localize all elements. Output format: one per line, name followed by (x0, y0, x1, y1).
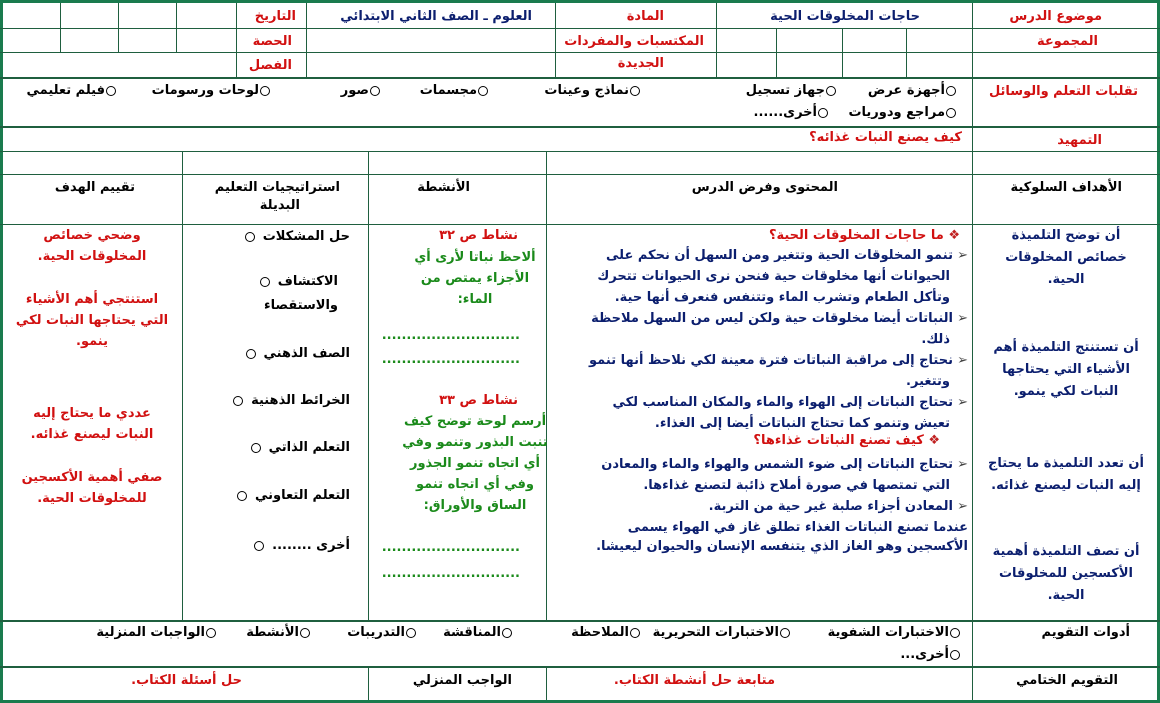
col-strategies-1: استراتيجيات التعليم (214, 180, 340, 195)
content-line-text: وتأكل الطعام وتشرب الماء وتتنفس فنعرف أنها حية. (614, 290, 950, 305)
arrow-bullet-icon: ➢ (952, 457, 968, 472)
radio-circle-icon[interactable] (946, 86, 956, 96)
strategy-item[interactable] (253, 538, 350, 554)
evaluation-line: النبات ليصنع غذائه. (30, 427, 154, 442)
grid-line-h (0, 224, 1160, 225)
radio-option[interactable] (653, 625, 790, 641)
content-heading-1 (769, 228, 960, 244)
strategy-label: التعلم الذاتي (268, 440, 350, 455)
objective-line: الحية. (1047, 588, 1085, 603)
grid-line-v (972, 620, 973, 666)
grid-line-h (0, 52, 306, 53)
content-line (597, 269, 950, 285)
strategy-item[interactable] (244, 229, 350, 245)
col-objectives: الأهداف السلوكية (1010, 180, 1122, 195)
content-line-text: تنمو المخلوقات الحية وتتغير ومن السهل أن نحكم على (605, 248, 953, 263)
grid-line-v (842, 28, 843, 77)
strategy-label: التعلم التعاوني (255, 488, 350, 503)
strategy-item[interactable] (250, 440, 350, 456)
radio-option[interactable] (246, 625, 310, 641)
lesson-topic-label: موضوع الدرس (1009, 9, 1102, 24)
grid-line-v (716, 3, 717, 77)
grid-line-v (546, 666, 547, 700)
radio-circle-icon[interactable] (206, 628, 216, 638)
objective-line: الأكسجين للمخلوقات (998, 566, 1133, 581)
homework-label: الواجب المنزلي (412, 673, 512, 688)
content-line-text: تحتاج النباتات إلى ضوء الشمس والهواء والماء والمعادن (601, 457, 953, 472)
radio-circle-icon[interactable] (950, 650, 960, 660)
group-label: المجموعة (1036, 34, 1098, 49)
radio-option[interactable] (347, 625, 416, 641)
radio-circle-icon[interactable] (246, 349, 256, 359)
radio-circle-icon[interactable] (106, 86, 116, 96)
diamond-bullet-icon: ❖ (923, 433, 940, 448)
lesson-topic-value: حاجات المخلوقات الحية (770, 9, 920, 24)
grid-line-h (0, 28, 1160, 29)
evaluation-line: عددي ما يحتاج إليه (33, 406, 151, 421)
date-label: التاريخ (254, 9, 296, 24)
radio-option-label: أجهزة عرض (867, 83, 945, 98)
radio-option-label: فيلم تعليمي (26, 83, 105, 98)
strategy-item[interactable] (259, 274, 338, 290)
radio-option[interactable] (152, 83, 270, 99)
activity-1-line: الماء: (457, 292, 493, 307)
content-line (655, 416, 950, 432)
objective-line: إليه النبات ليصنع غذائه. (991, 478, 1141, 493)
homework-value: حل أسئلة الكتاب. (131, 673, 242, 688)
radio-option-label: المناقشة (443, 625, 501, 640)
final-label: التقويم الختامي (1016, 673, 1118, 688)
heading-text: ما حاجات المخلوقات الحية؟ (768, 228, 944, 243)
col-strategies-2: البديلة (259, 198, 300, 213)
col-evaluation: تقييم الهدف (54, 180, 135, 195)
radio-option-label: الاختبارات الشفوية (827, 625, 949, 640)
radio-option[interactable] (754, 105, 828, 121)
grid-line-h (0, 666, 1160, 668)
radio-circle-icon[interactable] (950, 628, 960, 638)
grid-line-v (182, 151, 183, 620)
grid-line-v (546, 151, 547, 620)
radio-option[interactable] (420, 83, 488, 99)
grid-line-v (60, 3, 61, 52)
strategy-label: حل المشكلات (262, 229, 350, 244)
strategy-item (264, 298, 338, 314)
diamond-bullet-icon: ❖ (943, 228, 960, 243)
evaluation-line: وضحي خصائص (43, 228, 141, 243)
content-line-text: النباتات أيضا مخلوقات حية ولكن ليس من السهل ملاحظة (591, 311, 953, 326)
activity-1-line: ألاحظ نباتا لأرى أي (414, 250, 536, 265)
resources-label: تقلبات التعلم والوسائل (988, 84, 1138, 99)
activity-2-title: نشاط ص ٣٣ (439, 393, 518, 408)
grid-line-h (0, 151, 1160, 152)
objective-line: النبات لكي ينمو. (1013, 384, 1119, 399)
radio-circle-icon[interactable] (245, 232, 255, 242)
grid-line-v (118, 3, 119, 52)
radio-circle-icon[interactable] (502, 628, 512, 638)
subject-value: العلوم ـ الصف الثاني الابتدائي (340, 9, 532, 24)
radio-circle-icon[interactable] (946, 108, 956, 118)
radio-circle-icon[interactable] (251, 443, 261, 453)
strategy-label: الاكتشاف (277, 274, 338, 289)
radio-option[interactable] (96, 625, 216, 641)
vocab-label-2: الجديدة (617, 56, 664, 71)
radio-option-label: الواجبات المنزلية (96, 625, 205, 640)
radio-option[interactable] (848, 105, 956, 121)
vocab-label-1: المكتسبات والمفردات (564, 34, 704, 49)
objective-line: خصائص المخلوقات (1005, 250, 1127, 265)
grid-line-v (972, 151, 973, 620)
grid-line-v (972, 666, 973, 700)
radio-option[interactable] (746, 83, 836, 99)
grid-line-v (972, 77, 973, 126)
radio-circle-icon[interactable] (406, 628, 416, 638)
radio-option[interactable] (900, 647, 960, 663)
content-line (591, 311, 968, 327)
strategy-label: الخرائط الذهنية (251, 393, 350, 408)
activity-2-line: أرسم لوحة توضح كيف (403, 414, 547, 429)
grid-line-v (972, 126, 973, 151)
content-line (921, 332, 950, 348)
content-line-text: المعادن أجزاء صلبة غير حية من التربة. (708, 499, 953, 514)
radio-option-label: أخرى... (900, 647, 949, 662)
grid-line-v (906, 28, 907, 77)
strategy-item[interactable] (245, 346, 350, 362)
grid-line-v (176, 3, 177, 52)
radio-option[interactable] (443, 625, 512, 641)
radio-circle-icon[interactable] (237, 491, 247, 501)
radio-option-label: صور (340, 83, 369, 98)
radio-option[interactable] (868, 83, 956, 99)
activity-2-line: وفي أي اتجاه تنمو (415, 477, 534, 492)
evaluation-line: للمخلوقات الحية. (37, 491, 147, 506)
content-line-text: تعيش وتنمو كما تحتاج النباتات أيضا إلى الغذاء. (654, 416, 950, 431)
activity-dots: ............................ (381, 352, 520, 367)
content-line (643, 478, 950, 494)
content-line (589, 353, 968, 369)
content-line-text: نحتاج إلى مراقبة النباتات فترة معينة لكي نلاحظ أنها تنمو (589, 353, 953, 368)
activity-dots: ............................ (381, 566, 520, 581)
evaluation-line: المخلوقات الحية. (37, 249, 147, 264)
activity-2-line: أي اتجاه تنمو الجذور (409, 456, 541, 471)
grid-line-h (0, 126, 1160, 128)
objective-line: أن تصف التلميذة أهمية (992, 544, 1140, 559)
radio-circle-icon[interactable] (260, 86, 270, 96)
content-closing-line: عندما تصنع النباتات الغذاء تطلق غاز في الهواء يسمى (627, 520, 968, 535)
objective-line: أن توضح التلميذة (1011, 228, 1121, 243)
radio-option-label: الأنشطة (246, 625, 299, 640)
activity-1-line: الأجزاء يمتص من (420, 271, 530, 286)
radio-option[interactable] (828, 625, 960, 641)
final-value: متابعة حل أنشطة الكتاب. (613, 673, 775, 688)
radio-option-label: مراجع ودوريات (848, 105, 945, 120)
objective-line: أن تعدد التلميذة ما يحتاج (988, 456, 1144, 471)
radio-option-label: الملاحظة (571, 625, 629, 640)
radio-option-label: لوحات ورسومات (151, 83, 259, 98)
radio-circle-icon[interactable] (300, 628, 310, 638)
evaluation-line: التي يحتاجها النبات لكي (15, 313, 169, 328)
activity-2-line: الساق والأوراق: (423, 498, 527, 513)
grid-line-v (368, 151, 369, 620)
class-label: الفصل (248, 58, 292, 73)
radio-circle-icon[interactable] (260, 277, 270, 287)
radio-circle-icon[interactable] (370, 86, 380, 96)
heading-text: كيف تصنع النباتات غذاءها؟ (753, 433, 924, 448)
activity-2-line: تنبت البذور وتنمو وفي (402, 435, 548, 450)
grid-line-v (368, 666, 369, 700)
grid-line-v (236, 3, 237, 77)
strategy-label: أخرى ........ (272, 538, 350, 553)
assessment-label: أدوات التقويم (1041, 625, 1130, 640)
col-activities: الأنشطة (417, 180, 470, 195)
content-heading-2 (753, 433, 940, 449)
radio-circle-icon[interactable] (630, 628, 640, 638)
radio-option[interactable] (571, 625, 640, 641)
arrow-bullet-icon: ➢ (952, 395, 968, 410)
objective-line: الأشياء التي يحتاجها (1002, 362, 1130, 377)
content-line-text: وتتغير. (906, 374, 950, 389)
radio-circle-icon[interactable] (254, 541, 264, 551)
radio-option[interactable] (26, 83, 116, 99)
grid-line-v (555, 3, 556, 77)
content-line (606, 248, 968, 264)
radio-option-label: الاختبارات التحريرية (652, 625, 779, 640)
radio-option-label: التدريبات (347, 625, 405, 640)
content-line (612, 395, 968, 411)
radio-circle-icon[interactable] (233, 396, 243, 406)
content-line-text: الحيوانات أنها مخلوقات حية فنحن نرى الحيوانات تتحرك (597, 269, 950, 284)
subject-label: المادة (626, 9, 664, 24)
strategy-item[interactable] (236, 488, 350, 504)
activity-dots: ............................ (381, 540, 520, 555)
radio-circle-icon[interactable] (478, 86, 488, 96)
grid-line-v (776, 28, 777, 77)
intro-label: التمهيد (1057, 133, 1102, 148)
grid-line-h (0, 620, 1160, 622)
radio-circle-icon[interactable] (630, 86, 640, 96)
col-content: المحتوى وفرض الدرس (691, 180, 838, 195)
content-line (709, 499, 968, 515)
objective-line: الحية. (1047, 272, 1085, 287)
strategy-label: الصف الذهني (263, 346, 350, 361)
arrow-bullet-icon: ➢ (952, 353, 968, 368)
radio-option[interactable] (341, 83, 380, 99)
period-label: الحصة (252, 34, 292, 49)
radio-circle-icon[interactable] (780, 628, 790, 638)
radio-option-label: جهاز تسجيل (745, 83, 825, 98)
evaluation-line: استنتجي أهم الأشياء (25, 292, 159, 307)
radio-option-label: نماذج وعينات (544, 83, 629, 98)
arrow-bullet-icon: ➢ (952, 311, 968, 326)
activity-dots: ............................ (381, 328, 520, 343)
arrow-bullet-icon: ➢ (952, 248, 968, 263)
activity-1-title: نشاط ص ٣٢ (439, 228, 518, 243)
content-line (906, 374, 950, 390)
intro-question: كيف يصنع النبات غذائه؟ (809, 130, 962, 145)
radio-circle-icon[interactable] (826, 86, 836, 96)
grid-line-v (306, 3, 307, 77)
evaluation-line: صفي أهمية الأكسجين (21, 470, 163, 485)
radio-option[interactable] (544, 83, 640, 99)
evaluation-line: ينمو. (76, 334, 108, 349)
radio-option-label: أخرى...... (753, 105, 817, 120)
grid-line-h (0, 77, 1160, 79)
objective-line: أن تستنتج التلميذة أهم (993, 340, 1139, 355)
content-line-text: ذلك. (921, 332, 950, 347)
content-closing-line: الأكسجين وهو الغاز الذي يتنفسه الإنسان والحيوان ليعيشا. (596, 539, 968, 554)
content-line (615, 290, 950, 306)
strategy-label: والاستقصاء (263, 298, 338, 313)
arrow-bullet-icon: ➢ (952, 499, 968, 514)
radio-option-label: مجسمات (419, 83, 477, 98)
content-line (601, 457, 968, 473)
strategy-item[interactable] (232, 393, 350, 409)
radio-circle-icon[interactable] (818, 108, 828, 118)
grid-line-h (0, 174, 1160, 175)
content-line-text: التي تمتصها في صورة أملاح ذائبة لتصنع غذاءها. (643, 478, 950, 493)
content-line-text: تحتاج النباتات إلى الهواء والماء والمكان المناسب لكي (612, 395, 953, 410)
